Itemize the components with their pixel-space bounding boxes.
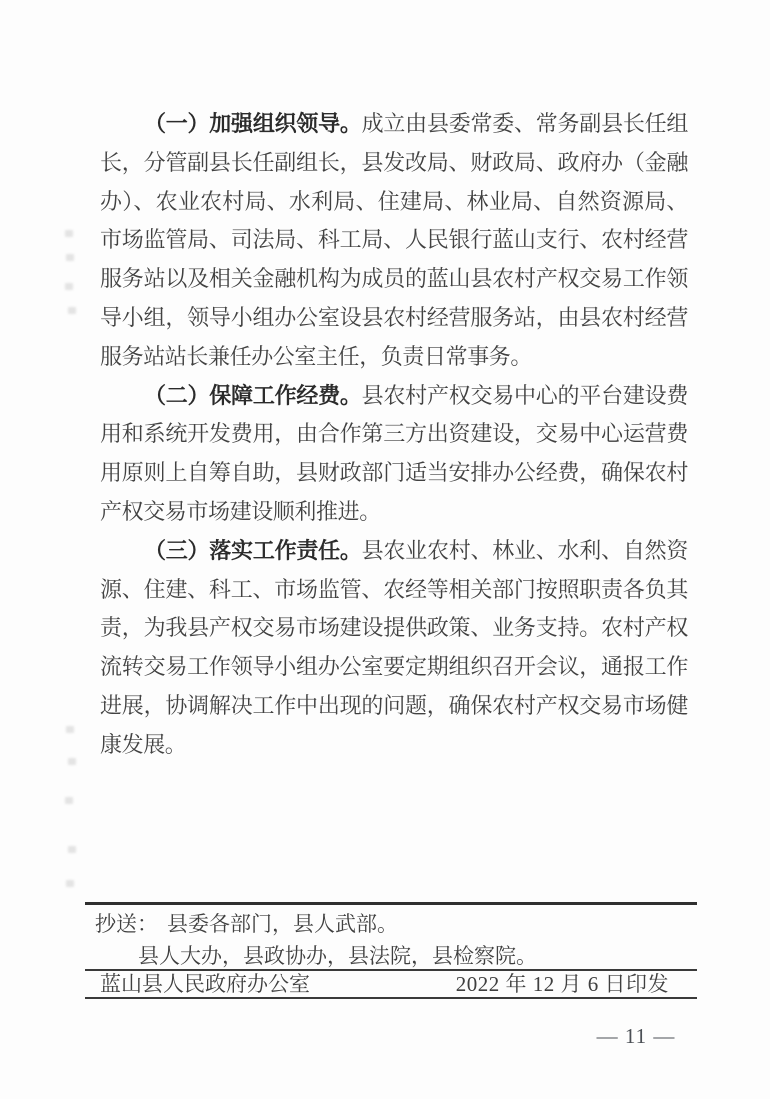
- paragraph-line: [100, 726, 688, 765]
- line-text: 流转交易工作领导小组办公室要定期组织召开会议，通报工作: [100, 654, 688, 680]
- paragraph-line: [100, 648, 688, 687]
- paragraph-line: [100, 454, 688, 493]
- paragraph-line: [100, 532, 688, 571]
- line-text: 县农村产权交易中心的平台建设费: [361, 382, 688, 408]
- paragraph-heading: （一）加强组织领导。: [144, 111, 362, 136]
- scan-artifact: [65, 283, 73, 290]
- print-date: 2022 年 12 月 6 日印发: [455, 972, 669, 996]
- issuing-office: 蓝山县人民政府办公室: [100, 972, 310, 996]
- line-text: 成立由县委常委、常务副县长任组: [361, 111, 688, 136]
- scan-artifact: [68, 307, 76, 314]
- scan-artifact: [66, 726, 74, 733]
- scan-artifact: [66, 880, 74, 887]
- document-body: [100, 105, 688, 765]
- paragraph-line: [100, 338, 688, 377]
- paragraph-line: [100, 105, 688, 144]
- line-text: 进展，协调解决工作中出现的问题，确保农村产权交易市场健: [100, 692, 688, 718]
- paragraph-line: [100, 377, 688, 416]
- line-text: 产权交易市场建设顺利推进。: [100, 498, 381, 524]
- scan-artifact: [66, 254, 74, 261]
- line-text: 源、住建、科工、市场监管、农经等相关部门按照职责各负其: [100, 576, 688, 602]
- paragraph-line: [100, 571, 688, 610]
- paragraph-line: [100, 609, 688, 648]
- paragraph-heading: （三）落实工作责任。: [144, 537, 362, 563]
- copy-to-line1: 县委各部门，县人武部。: [167, 912, 398, 936]
- line-text: 办）、农业农村局、水利局、住建局、林业局、自然资源局、: [100, 188, 688, 214]
- line-text: 服务站站长兼任办公室主任，负责日常事务。: [100, 343, 533, 369]
- paragraph-line: [100, 299, 688, 338]
- scan-artifact: [68, 846, 76, 853]
- paragraph-line: [100, 415, 688, 454]
- footer-top-divider: [85, 902, 697, 905]
- paragraph-heading: （二）保障工作经费。: [144, 382, 362, 408]
- copy-to-row: [95, 910, 398, 938]
- page-number: — 11 —: [596, 1024, 676, 1048]
- paragraph-line: [100, 687, 688, 726]
- paragraph-line: [100, 183, 688, 222]
- footer-bottom-divider: [85, 997, 697, 999]
- line-text: 用和系统开发费用，由合作第三方出资建设，交易中心运营费: [100, 421, 688, 447]
- line-text: 服务站以及相关金融机构为成员的蓝山县农村产权交易工作领: [100, 266, 688, 292]
- line-text: 康发展。: [100, 731, 187, 757]
- paragraph-line: [100, 493, 688, 532]
- line-text: 市场监管局、司法局、科工局、人民银行蓝山支行、农村经营: [100, 227, 688, 253]
- line-text: 责，为我县产权交易市场建设提供政策、业务支持。农村产权: [100, 615, 688, 641]
- paragraph-line: [100, 260, 688, 299]
- paragraph-line: [100, 221, 688, 260]
- line-text: 用原则上自筹自助，县财政部门适当安排办公经费，确保农村: [100, 460, 688, 486]
- issuer-row: [85, 971, 697, 997]
- line-text: 县农业农村、林业、水利、自然资: [361, 537, 688, 563]
- scan-artifact: [65, 230, 73, 237]
- scan-artifact: [68, 758, 76, 765]
- copy-to-label: 抄送：: [95, 912, 158, 936]
- scan-artifact: [65, 797, 73, 804]
- paragraph-line: [100, 144, 688, 183]
- line-text: 长，分管副县长任副组长，县发改局、财政局、政府办（金融: [100, 149, 688, 175]
- copy-to-line2: 县人大办，县政协办，县法院，县检察院。: [138, 944, 537, 968]
- line-text: 导小组，领导小组办公室设县农村经营服务站，由县农村经营: [100, 304, 688, 330]
